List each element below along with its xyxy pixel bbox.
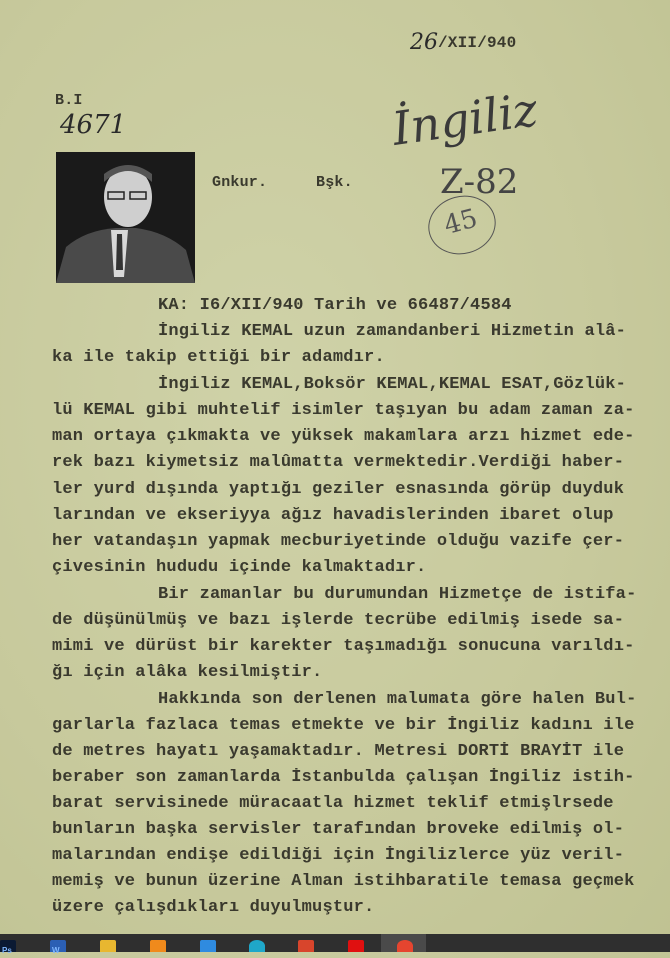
body-line: çivesinin hududu içinde kalmaktadır. bbox=[52, 558, 427, 577]
chrome-icon[interactable] bbox=[397, 940, 413, 952]
body-line: malarından endişe edildiği için İngilizlerce yüz veril- bbox=[52, 846, 625, 865]
body-line: garlarla fazlaca temas etmekte ve bir İngiliz kadını ile bbox=[52, 716, 635, 735]
body-line: de düşünülmüş ve bazı işlerde tecrübe edilmiş isede sa- bbox=[52, 611, 625, 630]
body-line: lü KEMAL gibi muhtelif isimler taşıyan bu adam zaman za- bbox=[52, 401, 635, 420]
word-icon[interactable] bbox=[50, 940, 66, 955]
body-line: beraber son zamanlarda İstanbulda çalışan İngiliz istih- bbox=[52, 768, 635, 787]
body-line: rek bazı kiymetsiz malûmatta vermektedir.Verdiği haber- bbox=[52, 453, 625, 472]
body-line: Hakkında son derlenen malumata göre halen Bul- bbox=[158, 690, 637, 709]
date-typed: /XII/940 bbox=[438, 34, 517, 52]
vlc-icon[interactable] bbox=[150, 940, 166, 952]
circled-number-text: 45 bbox=[440, 203, 481, 241]
body-line: İngiliz KEMAL uzun zamandanberi Hizmetin alâ- bbox=[158, 322, 627, 341]
body-line: de metres hayatı yaşamaktadır. Metresi DORTİ BRAYİT ile bbox=[52, 742, 625, 761]
word-label: W bbox=[52, 946, 60, 955]
body-line: memiş ve bunun üzerine Alman istihbaratile temasa geçmek bbox=[52, 872, 635, 891]
youtube-icon[interactable] bbox=[348, 940, 364, 952]
recipient-gnkur: Gnkur. bbox=[212, 174, 268, 191]
taskbar bbox=[0, 934, 670, 955]
body-line: KA: I6/XII/940 Tarih ve 66487/4584 bbox=[158, 296, 512, 315]
microsoft-store-icon[interactable] bbox=[200, 940, 216, 952]
body-line: bunların başka servisler tarafından broveke edilmiş ol- bbox=[52, 820, 625, 839]
body-line: ka ile takip ettiği bir adamdır. bbox=[52, 348, 385, 367]
paint-icon[interactable] bbox=[298, 940, 314, 952]
handwritten-annotation: İngiliz bbox=[388, 82, 541, 156]
date-day-handwritten: 26 bbox=[410, 30, 438, 55]
body-line: larından ve ekseriyya ağız havadislerinden ibaret olup bbox=[52, 506, 614, 525]
edge-icon[interactable] bbox=[249, 940, 265, 952]
body-line: her vatandaşın yapmak mecburiyetinde olduğu vazife çer- bbox=[52, 532, 625, 551]
body-line: mimi ve dürüst bir karekter taşımadığı sonucuna varıldı- bbox=[52, 637, 635, 656]
handwritten-code: Z-82 bbox=[440, 162, 519, 202]
photoshop-label: Ps bbox=[2, 946, 12, 955]
body-line: barat servisinede müracaatla hizmet teklif etmişlrsede bbox=[52, 794, 614, 813]
body-line: ler yurd dışında yaptığı geziler esnasında görüp duyduk bbox=[52, 480, 625, 499]
body-line: İngiliz KEMAL,Boksör KEMAL,KEMAL ESAT,Gözlük- bbox=[158, 375, 627, 394]
body-line: Bir zamanlar bu durumundan Hizmetçe de istifa- bbox=[158, 585, 637, 604]
ref-label: B.I bbox=[55, 92, 83, 109]
body-line: man ortaya çıkmakta ve yüksek makamlara arzı hizmet ede- bbox=[52, 427, 635, 446]
body-line: üzere çalışdıkları duyulmuştur. bbox=[52, 898, 375, 917]
portrait-photo bbox=[56, 152, 195, 283]
ref-number-handwritten: 4671 bbox=[60, 110, 127, 140]
photoshop-icon[interactable] bbox=[0, 940, 16, 955]
recipient-bsk: Bşk. bbox=[316, 174, 353, 191]
file-explorer-icon[interactable] bbox=[100, 940, 116, 952]
body-line: ğı için alâka kesilmiştir. bbox=[52, 663, 323, 682]
